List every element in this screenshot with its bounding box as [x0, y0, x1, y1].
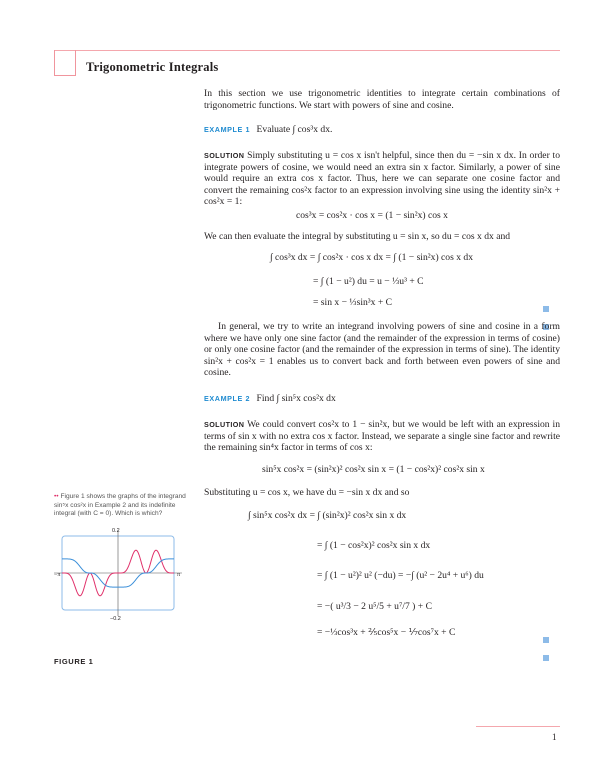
example1-equation-line-1: ∫ cos³x dx = ∫ cos²x · cos x dx = ∫ (1 − sin²x) cos x dx — [270, 252, 474, 263]
intro-paragraph: In this section we use trigonometric identities to integrate certain combinations of trigonometric functions. We start with powers of sine and cosine. — [204, 88, 560, 111]
page-number: 1 — [552, 732, 557, 742]
example2-equation-line-2: = ∫ (1 − cos²x)² cos²x sin x dx — [317, 540, 431, 551]
example2-solution-label: SOLUTION — [204, 420, 245, 429]
figure1-label: FIGURE 1 — [54, 657, 94, 666]
margin-note-text: Figure 1 shows the graphs of the integrand sin⁵x cos²x in Example 2 and its indefinite integral (with C = 0). Which is which? — [54, 493, 186, 518]
header-rule — [54, 50, 560, 51]
example1-solution-label: SOLUTION — [204, 151, 245, 160]
margin-note — [54, 493, 196, 519]
footer-rule — [476, 726, 560, 727]
example2-equation-line-4: = −( u³/3 − 2 u⁵/5 + u⁷/7 ) + C — [317, 601, 432, 612]
example1-label: EXAMPLE 1 — [204, 125, 251, 134]
example2-heading — [204, 393, 336, 404]
figure1-y-top-label: 0.2 — [112, 528, 120, 534]
example2-solution-text: We could convert cos²x to 1 − sin²x, but we would be left with an expression in terms of sin x with no extra cos x factor. Instead, we separate a single sine factor and rewrite the remaining sin⁴x factor in terms of cos x: — [204, 419, 560, 454]
figure1-x-left-label: −π — [54, 572, 61, 578]
example2-identity-equation: sin⁵x cos²x = (sin²x)² cos²x sin x = (1 − cos²x)² cos²x sin x — [262, 464, 485, 475]
section-marker-box — [54, 50, 76, 76]
example1-identity-equation: cos³x = cos²x · cos x = (1 − sin²x) cos x — [296, 210, 448, 221]
general-strategy-paragraph: In general, we try to write an integrand involving powers of sine and cosine in a form where we have only one sine factor (and the remainder of the expression in terms of cosine) or only one cosine factor (and the remainder of the expression in terms of sine). The identity sin²x + cos²x = 1 enables us to convert back and forth between even powers of sine and cosine. — [204, 321, 560, 379]
example1-equation-line-2: = ∫ (1 − u²) du = u − ⅓u³ + C — [313, 276, 424, 287]
example1-statement: Evaluate ∫ cos³x dx. — [256, 124, 333, 135]
example1-solution — [204, 150, 560, 208]
example2-solution — [204, 419, 560, 454]
example2-equation-line-1: ∫ sin⁵x cos²x dx = ∫ (sin²x)² cos²x sin x dx — [248, 510, 407, 521]
figure1-x-right-label: π — [177, 572, 181, 578]
example1-then-text: We can then evaluate the integral by substituting u = sin x, so du = cos x dx and — [204, 231, 511, 242]
example2-statement: Find ∫ sin⁵x cos²x dx — [256, 393, 336, 404]
section-title: Trigonometric Integrals — [86, 60, 219, 74]
figure1-y-bottom-label: −0.2 — [110, 616, 121, 622]
example1-heading — [204, 124, 332, 135]
end-of-solution-mark — [543, 299, 557, 305]
example2-substitution-text: Substituting u = cos x, we have du = −sin x dx and so — [204, 487, 410, 498]
example2-label: EXAMPLE 2 — [204, 394, 251, 403]
figure1-graph — [54, 524, 196, 624]
example1-equation-line-3: = sin x − ⅓sin³x + C — [313, 297, 393, 308]
end-of-solution-mark — [543, 630, 557, 636]
example2-equation-line-5: = −⅓cos³x + ⅖cos⁵x − ⅐cos⁷x + C — [317, 627, 456, 638]
example2-equation-line-3: = ∫ (1 − u²)² u² (−du) = −∫ (u² − 2u⁴ + u⁶) du — [317, 570, 484, 581]
example1-solution-text: Simply substituting u = cos x isn't helpful, since then du = −sin x dx. In order to integrate powers of cosine, we would need an extra sin x factor. Similarly, a power of sine would require an extra cos x factor. Thus, here we can separate one cosine factor and convert the remaining cos²x factor to an expression involving sine using the identity sin²x + cos²x = 1: — [204, 150, 560, 208]
margin-note-bullets: •• — [54, 493, 59, 500]
